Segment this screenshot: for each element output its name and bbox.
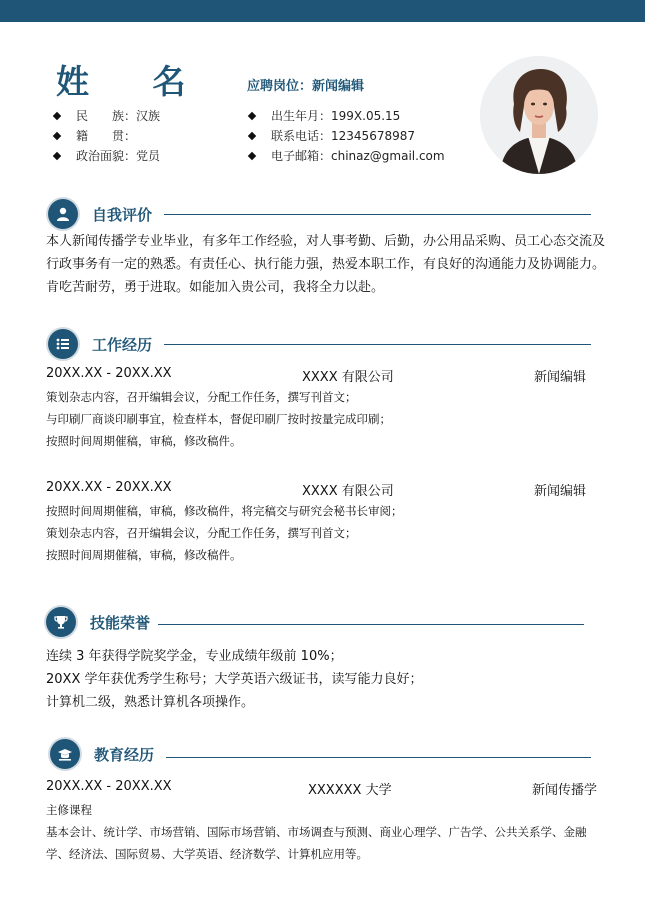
section-header-work [48, 329, 152, 359]
top-accent-bar [0, 0, 645, 22]
duty-line: 按照时间周期催稿，审稿，修改稿件。 [46, 434, 242, 448]
section-title: 教育经历 [94, 745, 155, 764]
courses-line: 学、经济法、国际贸易、大学英语、经济数学、计算机应用等。 [46, 847, 368, 861]
duty-line: 按照时间周期催稿，审稿，修改稿件。 [46, 548, 242, 562]
job-title: 应聘岗位：新闻编辑 [247, 79, 365, 94]
section-title: 工作经历 [92, 335, 153, 354]
education-major: 新闻传播学 [532, 783, 598, 798]
work-role: 新闻编辑 [534, 370, 587, 385]
trophy-icon [46, 607, 76, 637]
work-entry-header [46, 480, 596, 500]
duty-line: 与印刷厂商谈印刷事宜，检查样本，督促印刷厂按时按量完成印刷； [46, 412, 391, 426]
info-value: 党员 [136, 149, 161, 163]
work-role: 新闻编辑 [534, 484, 587, 499]
avatar [480, 56, 598, 174]
section-divider [158, 624, 584, 625]
self-eval-text: 本人新闻传播学专业毕业，有多年工作经验，对人事考勤、后勤，办公用品采购、员工心态交流及行政事务有一定的熟悉。有责任心、执行能力强，热爱本职工作，有良好的沟通能力及协调能力。肯吃苦耐劳，勇于进取。如能加入贵公司，我将全力以赴。 [46, 234, 606, 295]
info-value: 12345678987 [331, 128, 415, 143]
skill-item: 连续 3 年获得学院奖学金，专业成绩年级前 10%； [46, 649, 343, 664]
portrait-image [480, 56, 598, 174]
skills-list [46, 645, 616, 714]
education-school: XXXXXX 大学 [308, 783, 392, 798]
courses-line: 基本会计、统计学、市场营销、国际市场营销、市场调查与预测、商业心理学、广告学、公共关系学、金融 [46, 825, 587, 839]
bullet-icon [248, 111, 256, 119]
work-entry-header [46, 366, 596, 386]
work-company: XXXX 有限公司 [302, 484, 394, 499]
bullet-icon [248, 131, 256, 139]
info-ethnicity [52, 107, 160, 124]
education-date: 20XX.XX - 20XX.XX [46, 779, 172, 794]
info-label: 电子邮箱： [271, 149, 332, 163]
work-company: XXXX 有限公司 [302, 370, 394, 385]
info-email [247, 147, 445, 164]
section-divider [164, 214, 591, 215]
skill-item: 计算机二级，熟悉计算机各项操作。 [46, 695, 255, 710]
info-value: chinaz@gmail.com [331, 148, 445, 163]
section-header-skills [46, 607, 150, 637]
section-header-self-eval [48, 199, 152, 229]
work-date: 20XX.XX - 20XX.XX [46, 480, 172, 495]
info-label: 民 族： [76, 109, 137, 123]
courses-label: 主修课程 [46, 803, 92, 817]
bullet-icon [53, 111, 61, 119]
work-date: 20XX.XX - 20XX.XX [46, 366, 172, 381]
work-duties [46, 500, 606, 566]
info-birthdate [247, 107, 400, 124]
info-value: 汉族 [136, 109, 161, 123]
section-title: 自我评价 [92, 205, 153, 224]
section-divider [166, 757, 591, 758]
info-label: 出生年月： [271, 109, 332, 123]
duty-line: 按照时间周期催稿，审稿，修改稿件，将完稿交与研究会秘书长审阅； [46, 504, 403, 518]
work-duties [46, 386, 606, 452]
bullet-icon [53, 151, 61, 159]
info-political-status [52, 147, 160, 164]
education-entry-header [46, 779, 596, 799]
info-value: 199X.05.15 [331, 108, 401, 123]
info-hometown [52, 127, 136, 144]
info-label: 籍 贯： [76, 129, 137, 143]
info-label: 联系电话： [271, 129, 332, 143]
section-title: 技能荣誉 [90, 613, 151, 632]
list-icon [48, 329, 78, 359]
duty-line: 策划杂志内容，召开编辑会议，分配工作任务，撰写刊首文； [46, 526, 357, 540]
info-label: 政治面貌： [76, 149, 137, 163]
bullet-icon [248, 151, 256, 159]
info-phone [247, 127, 415, 144]
bullet-icon [53, 131, 61, 139]
graduation-icon [50, 739, 80, 769]
section-divider [164, 344, 591, 345]
education-courses [46, 799, 606, 865]
user-icon [48, 199, 78, 229]
applicant-name: 姓 名 [56, 62, 212, 101]
skill-item: 20XX 学年获优秀学生称号；大学英语六级证书，读写能力良好； [46, 672, 423, 687]
section-header-education [50, 739, 154, 769]
duty-line: 策划杂志内容，召开编辑会议，分配工作任务，撰写刊首文； [46, 390, 357, 404]
